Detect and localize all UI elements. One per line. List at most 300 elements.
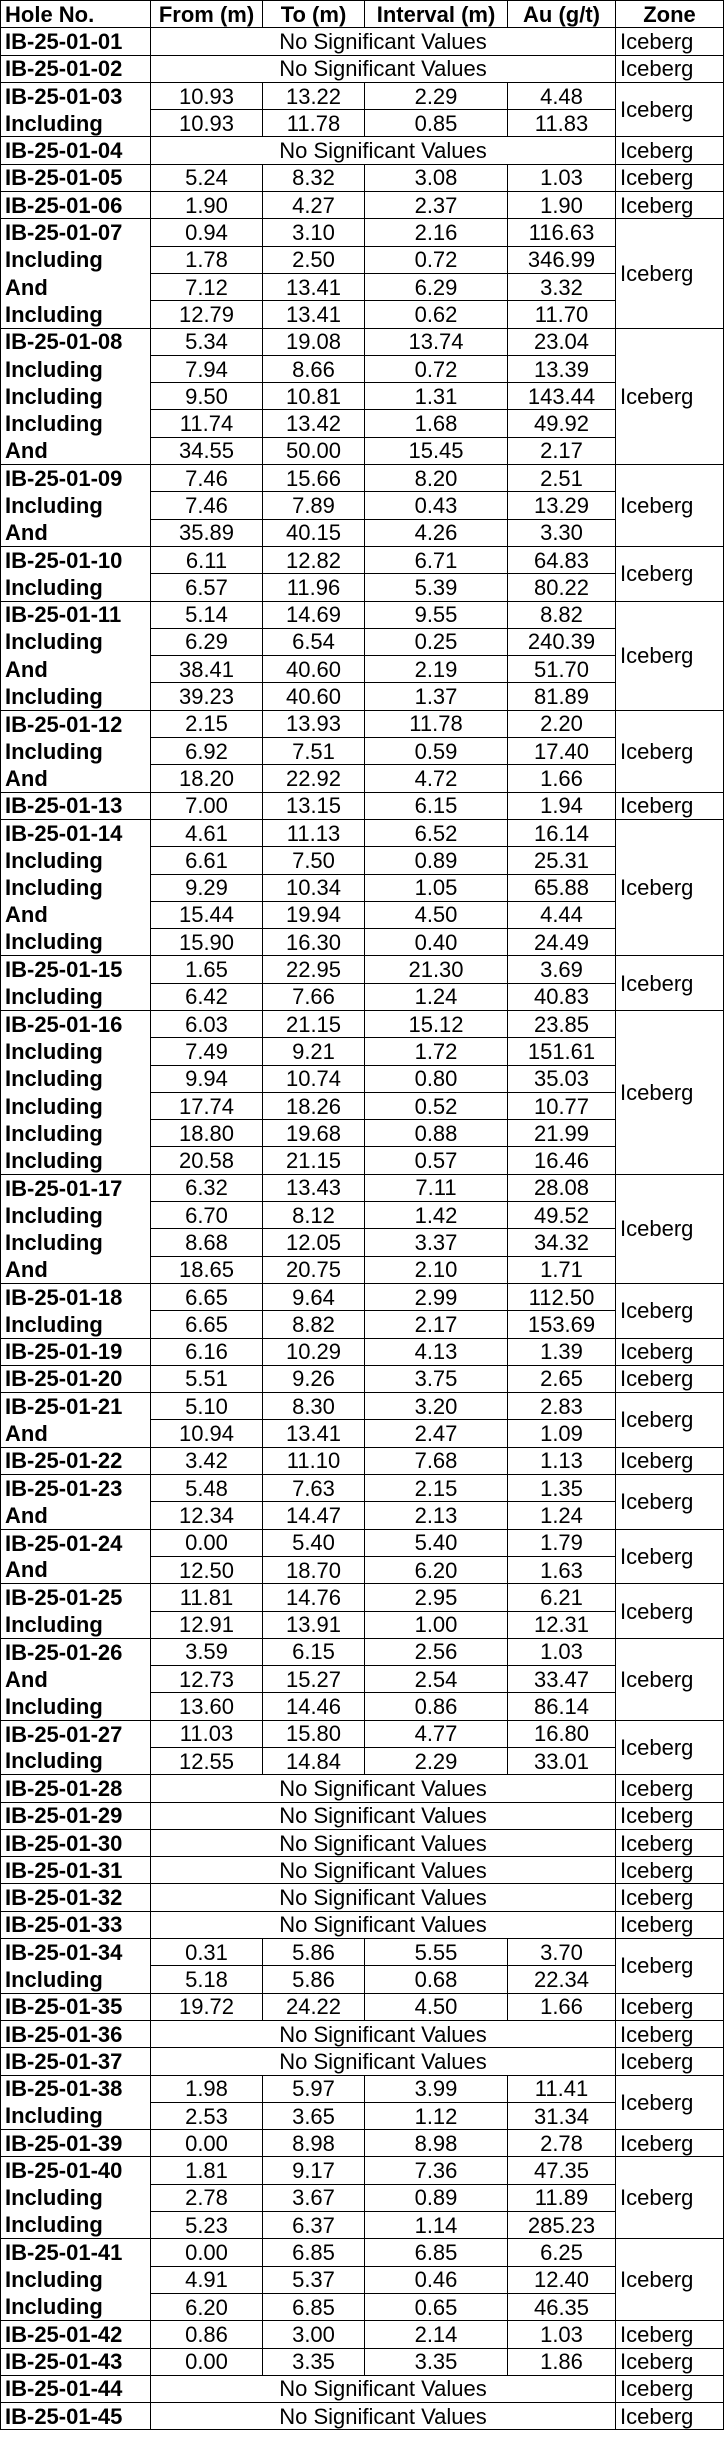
zone-cell: Iceberg — [616, 819, 724, 955]
hole-id-cell: IB-25-01-39 — [1, 2130, 151, 2157]
to-cell: 8.12 — [263, 1202, 365, 1229]
hole-id-cell: IB-25-01-18 — [1, 1283, 151, 1310]
to-cell: 40.15 — [263, 519, 365, 546]
au-cell: 3.30 — [508, 519, 616, 546]
au-cell: 4.48 — [508, 82, 616, 109]
zone-cell: Iceberg — [616, 1857, 724, 1884]
to-cell: 9.26 — [263, 1365, 365, 1392]
au-cell: 33.01 — [508, 1748, 616, 1775]
to-cell: 6.54 — [263, 628, 365, 655]
au-cell: 6.25 — [508, 2239, 616, 2266]
from-cell: 0.94 — [151, 219, 263, 246]
hole-row — [1, 1447, 724, 1474]
from-cell: 10.93 — [151, 110, 263, 137]
hole-id-cell: IB-25-01-23 — [1, 1475, 151, 1502]
zone-cell: Iceberg — [616, 1802, 724, 1829]
zone-cell: Iceberg — [616, 2403, 724, 2430]
hole-row — [1, 137, 724, 164]
zone-cell: Iceberg — [616, 1720, 724, 1775]
hole-id-cell: IB-25-01-22 — [1, 1447, 151, 1474]
hole-id-cell: IB-25-01-41 — [1, 2239, 151, 2266]
no-significant-values-cell: No Significant Values — [151, 2020, 616, 2047]
interval-label-cell: Including — [1, 1311, 151, 1338]
au-cell: 33.47 — [508, 1666, 616, 1693]
from-cell: 7.49 — [151, 1038, 263, 1065]
sub-interval-row — [1, 1065, 724, 1092]
hole-id-cell: IB-25-01-25 — [1, 1584, 151, 1611]
to-cell: 13.41 — [263, 1420, 365, 1447]
from-cell: 5.48 — [151, 1475, 263, 1502]
interval-cell: 1.72 — [365, 1038, 508, 1065]
interval-cell: 0.85 — [365, 110, 508, 137]
from-cell: 0.86 — [151, 2321, 263, 2348]
hole-row — [1, 1939, 724, 1966]
interval-label-cell: Including — [1, 1966, 151, 1993]
interval-label-cell: Including — [1, 1065, 151, 1092]
from-cell: 18.65 — [151, 1256, 263, 1283]
to-cell: 15.80 — [263, 1720, 365, 1747]
interval-label-cell: Including — [1, 874, 151, 901]
to-cell: 16.30 — [263, 929, 365, 956]
hole-row — [1, 2020, 724, 2047]
from-cell: 11.03 — [151, 1720, 263, 1747]
hole-id-cell: IB-25-01-03 — [1, 82, 151, 109]
from-cell: 5.34 — [151, 328, 263, 355]
interval-cell: 4.77 — [365, 1720, 508, 1747]
au-cell: 143.44 — [508, 383, 616, 410]
zone-cell: Iceberg — [616, 465, 724, 547]
to-cell: 21.15 — [263, 1147, 365, 1174]
au-cell: 1.66 — [508, 765, 616, 792]
to-cell: 40.60 — [263, 656, 365, 683]
interval-cell: 0.57 — [365, 1147, 508, 1174]
from-cell: 5.24 — [151, 164, 263, 191]
interval-cell: 7.36 — [365, 2157, 508, 2184]
au-cell: 11.83 — [508, 110, 616, 137]
from-cell: 12.55 — [151, 1748, 263, 1775]
interval-cell: 0.72 — [365, 355, 508, 382]
au-cell: 3.32 — [508, 273, 616, 300]
to-cell: 18.70 — [263, 1556, 365, 1583]
zone-cell: Iceberg — [616, 1911, 724, 1938]
to-cell: 5.86 — [263, 1939, 365, 1966]
hole-row — [1, 1884, 724, 1911]
au-cell: 1.90 — [508, 192, 616, 219]
to-cell: 13.42 — [263, 410, 365, 437]
to-cell: 9.17 — [263, 2157, 365, 2184]
au-cell: 65.88 — [508, 874, 616, 901]
hole-id-cell: IB-25-01-24 — [1, 1529, 151, 1556]
sub-interval-row — [1, 738, 724, 765]
from-cell: 17.74 — [151, 1092, 263, 1119]
hole-id-cell: IB-25-01-19 — [1, 1338, 151, 1365]
from-cell: 0.00 — [151, 2348, 263, 2375]
from-cell: 2.53 — [151, 2102, 263, 2129]
hole-row — [1, 601, 724, 628]
hole-id-cell: IB-25-01-35 — [1, 1993, 151, 2020]
au-cell: 1.09 — [508, 1420, 616, 1447]
to-cell: 3.65 — [263, 2102, 365, 2129]
from-cell: 6.32 — [151, 1174, 263, 1201]
interval-cell: 0.80 — [365, 1065, 508, 1092]
au-cell: 1.03 — [508, 164, 616, 191]
interval-label-cell: Including — [1, 355, 151, 382]
zone-cell: Iceberg — [616, 2020, 724, 2047]
to-cell: 8.32 — [263, 164, 365, 191]
hole-id-cell: IB-25-01-06 — [1, 192, 151, 219]
interval-cell: 6.52 — [365, 819, 508, 846]
from-cell: 1.78 — [151, 246, 263, 273]
sub-interval-row — [1, 983, 724, 1010]
hole-row — [1, 1911, 724, 1938]
table-header — [1, 1, 724, 28]
hole-row — [1, 819, 724, 846]
interval-cell: 5.39 — [365, 574, 508, 601]
interval-cell: 21.30 — [365, 956, 508, 983]
sub-interval-row — [1, 1693, 724, 1720]
interval-cell: 0.52 — [365, 1092, 508, 1119]
au-cell: 11.70 — [508, 301, 616, 328]
to-cell: 13.43 — [263, 1174, 365, 1201]
interval-cell: 0.72 — [365, 246, 508, 273]
from-cell: 11.74 — [151, 410, 263, 437]
hole-row — [1, 219, 724, 246]
interval-label-cell: And — [1, 765, 151, 792]
au-cell: 35.03 — [508, 1065, 616, 1092]
interval-label-cell: Including — [1, 1120, 151, 1147]
from-cell: 7.00 — [151, 792, 263, 819]
au-cell: 13.29 — [508, 492, 616, 519]
from-cell: 34.55 — [151, 437, 263, 464]
zone-cell: Iceberg — [616, 2239, 724, 2321]
interval-cell: 0.62 — [365, 301, 508, 328]
hole-row — [1, 1010, 724, 1037]
to-cell: 3.10 — [263, 219, 365, 246]
to-cell: 8.82 — [263, 1311, 365, 1338]
to-cell: 13.15 — [263, 792, 365, 819]
to-cell: 13.41 — [263, 273, 365, 300]
interval-label-cell: Including — [1, 1202, 151, 1229]
interval-label-cell: And — [1, 656, 151, 683]
interval-cell: 0.86 — [365, 1693, 508, 1720]
zone-cell: Iceberg — [616, 2321, 724, 2348]
hole-id-cell: IB-25-01-09 — [1, 465, 151, 492]
from-cell: 6.03 — [151, 1010, 263, 1037]
sub-interval-row — [1, 874, 724, 901]
zone-cell: Iceberg — [616, 1884, 724, 1911]
from-cell: 4.61 — [151, 819, 263, 846]
to-cell: 11.13 — [263, 819, 365, 846]
au-cell: 1.63 — [508, 1556, 616, 1583]
zone-cell: Iceberg — [616, 2130, 724, 2157]
from-cell: 10.94 — [151, 1420, 263, 1447]
from-cell: 15.44 — [151, 901, 263, 928]
from-cell: 5.23 — [151, 2212, 263, 2239]
au-cell: 23.85 — [508, 1010, 616, 1037]
hole-row — [1, 792, 724, 819]
to-cell: 13.22 — [263, 82, 365, 109]
hole-row — [1, 2157, 724, 2184]
interval-label-cell: Including — [1, 2184, 151, 2211]
au-cell: 4.44 — [508, 901, 616, 928]
au-cell: 16.80 — [508, 1720, 616, 1747]
zone-cell: Iceberg — [616, 1174, 724, 1283]
hole-id-cell: IB-25-01-15 — [1, 956, 151, 983]
interval-label-cell: Including — [1, 1611, 151, 1638]
interval-label-cell: And — [1, 1420, 151, 1447]
interval-cell: 0.89 — [365, 847, 508, 874]
from-cell: 0.31 — [151, 1939, 263, 1966]
au-cell: 1.13 — [508, 1447, 616, 1474]
interval-label-cell: Including — [1, 2212, 151, 2239]
au-cell: 285.23 — [508, 2212, 616, 2239]
hole-row — [1, 28, 724, 55]
hole-id-cell: IB-25-01-13 — [1, 792, 151, 819]
hole-row — [1, 2375, 724, 2402]
au-cell: 153.69 — [508, 1311, 616, 1338]
interval-cell: 1.24 — [365, 983, 508, 1010]
au-cell: 112.50 — [508, 1283, 616, 1310]
to-cell: 6.15 — [263, 1638, 365, 1665]
hole-row — [1, 192, 724, 219]
interval-cell: 2.14 — [365, 2321, 508, 2348]
au-cell: 64.83 — [508, 546, 616, 573]
to-cell: 9.21 — [263, 1038, 365, 1065]
hole-row — [1, 164, 724, 191]
au-cell: 3.69 — [508, 956, 616, 983]
zone-cell: Iceberg — [616, 1529, 724, 1584]
to-cell: 14.76 — [263, 1584, 365, 1611]
zone-cell: Iceberg — [616, 1775, 724, 1802]
interval-cell: 0.25 — [365, 628, 508, 655]
header-zone: Zone — [616, 1, 724, 28]
to-cell: 11.78 — [263, 110, 365, 137]
hole-id-cell: IB-25-01-44 — [1, 2375, 151, 2402]
zone-cell: Iceberg — [616, 1447, 724, 1474]
au-cell: 2.20 — [508, 710, 616, 737]
au-cell: 46.35 — [508, 2293, 616, 2320]
hole-id-cell: IB-25-01-37 — [1, 2048, 151, 2075]
interval-cell: 2.17 — [365, 1311, 508, 1338]
to-cell: 7.51 — [263, 738, 365, 765]
au-cell: 1.24 — [508, 1502, 616, 1529]
header-au: Au (g/t) — [508, 1, 616, 28]
interval-cell: 3.20 — [365, 1393, 508, 1420]
sub-interval-row — [1, 437, 724, 464]
to-cell: 8.30 — [263, 1393, 365, 1420]
au-cell: 346.99 — [508, 246, 616, 273]
au-cell: 81.89 — [508, 683, 616, 710]
interval-label-cell: And — [1, 1556, 151, 1583]
sub-interval-row — [1, 110, 724, 137]
from-cell: 7.12 — [151, 273, 263, 300]
to-cell: 6.85 — [263, 2293, 365, 2320]
from-cell: 6.42 — [151, 983, 263, 1010]
hole-row — [1, 1829, 724, 1856]
zone-cell: Iceberg — [616, 2348, 724, 2375]
from-cell: 1.98 — [151, 2075, 263, 2102]
to-cell: 19.94 — [263, 901, 365, 928]
interval-cell: 6.85 — [365, 2239, 508, 2266]
interval-cell: 8.20 — [365, 465, 508, 492]
hole-id-cell: IB-25-01-28 — [1, 1775, 151, 1802]
to-cell: 2.50 — [263, 246, 365, 273]
interval-cell: 2.56 — [365, 1638, 508, 1665]
from-cell: 6.29 — [151, 628, 263, 655]
au-cell: 240.39 — [508, 628, 616, 655]
to-cell: 14.84 — [263, 1748, 365, 1775]
to-cell: 12.05 — [263, 1229, 365, 1256]
hole-id-cell: IB-25-01-36 — [1, 2020, 151, 2047]
to-cell: 4.27 — [263, 192, 365, 219]
from-cell: 18.20 — [151, 765, 263, 792]
interval-cell: 1.37 — [365, 683, 508, 710]
interval-cell: 1.00 — [365, 1611, 508, 1638]
interval-label-cell: Including — [1, 738, 151, 765]
au-cell: 1.03 — [508, 1638, 616, 1665]
hole-row — [1, 2239, 724, 2266]
from-cell: 5.51 — [151, 1365, 263, 1392]
sub-interval-row — [1, 656, 724, 683]
from-cell: 15.90 — [151, 929, 263, 956]
zone-cell: Iceberg — [616, 1475, 724, 1530]
hole-id-cell: IB-25-01-38 — [1, 2075, 151, 2102]
no-significant-values-cell: No Significant Values — [151, 1802, 616, 1829]
interval-cell: 0.88 — [365, 1120, 508, 1147]
au-cell: 51.70 — [508, 656, 616, 683]
interval-cell: 4.72 — [365, 765, 508, 792]
interval-label-cell: Including — [1, 1147, 151, 1174]
sub-interval-row — [1, 1748, 724, 1775]
zone-cell: Iceberg — [616, 328, 724, 464]
au-cell: 23.04 — [508, 328, 616, 355]
interval-cell: 6.29 — [365, 273, 508, 300]
sub-interval-row — [1, 1556, 724, 1583]
to-cell: 13.93 — [263, 710, 365, 737]
interval-cell: 9.55 — [365, 601, 508, 628]
interval-cell: 4.50 — [365, 1993, 508, 2020]
sub-interval-row — [1, 1611, 724, 1638]
sub-interval-row — [1, 519, 724, 546]
interval-cell: 1.42 — [365, 1202, 508, 1229]
sub-interval-row — [1, 2212, 724, 2239]
from-cell: 6.57 — [151, 574, 263, 601]
hole-row — [1, 1993, 724, 2020]
hole-row — [1, 1174, 724, 1201]
zone-cell: Iceberg — [616, 2375, 724, 2402]
sub-interval-row — [1, 2184, 724, 2211]
table-body — [1, 28, 724, 2430]
interval-label-cell: Including — [1, 1693, 151, 1720]
interval-label-cell: Including — [1, 1038, 151, 1065]
hole-id-cell: IB-25-01-26 — [1, 1638, 151, 1665]
interval-cell: 6.20 — [365, 1556, 508, 1583]
interval-cell: 2.15 — [365, 1475, 508, 1502]
from-cell: 19.72 — [151, 1993, 263, 2020]
zone-cell: Iceberg — [616, 1010, 724, 1174]
interval-label-cell: Including — [1, 2266, 151, 2293]
interval-label-cell: Including — [1, 847, 151, 874]
no-significant-values-cell: No Significant Values — [151, 137, 616, 164]
to-cell: 22.92 — [263, 765, 365, 792]
interval-cell: 2.54 — [365, 1666, 508, 1693]
hole-row — [1, 2130, 724, 2157]
from-cell: 5.14 — [151, 601, 263, 628]
interval-cell: 4.50 — [365, 901, 508, 928]
to-cell: 7.63 — [263, 1475, 365, 1502]
to-cell: 10.34 — [263, 874, 365, 901]
hole-id-cell: IB-25-01-04 — [1, 137, 151, 164]
au-cell: 2.51 — [508, 465, 616, 492]
interval-cell: 3.37 — [365, 1229, 508, 1256]
to-cell: 10.74 — [263, 1065, 365, 1092]
zone-cell: Iceberg — [616, 2075, 724, 2130]
no-significant-values-cell: No Significant Values — [151, 1884, 616, 1911]
interval-label-cell: And — [1, 1256, 151, 1283]
zone-cell: Iceberg — [616, 710, 724, 792]
zone-cell: Iceberg — [616, 1283, 724, 1338]
interval-cell: 1.12 — [365, 2102, 508, 2129]
no-significant-values-cell: No Significant Values — [151, 1829, 616, 1856]
hole-row — [1, 2048, 724, 2075]
to-cell: 14.47 — [263, 1502, 365, 1529]
interval-cell: 3.99 — [365, 2075, 508, 2102]
to-cell: 14.69 — [263, 601, 365, 628]
to-cell: 5.40 — [263, 1529, 365, 1556]
au-cell: 10.77 — [508, 1092, 616, 1119]
no-significant-values-cell: No Significant Values — [151, 2375, 616, 2402]
au-cell: 1.66 — [508, 1993, 616, 2020]
interval-cell: 3.08 — [365, 164, 508, 191]
to-cell: 7.50 — [263, 847, 365, 874]
au-cell: 16.14 — [508, 819, 616, 846]
hole-id-cell: IB-25-01-11 — [1, 601, 151, 628]
hole-id-cell: IB-25-01-12 — [1, 710, 151, 737]
au-cell: 1.86 — [508, 2348, 616, 2375]
sub-interval-row — [1, 628, 724, 655]
hole-row — [1, 956, 724, 983]
interval-label-cell: Including — [1, 410, 151, 437]
zone-cell: Iceberg — [616, 55, 724, 82]
interval-cell: 2.47 — [365, 1420, 508, 1447]
to-cell: 11.96 — [263, 574, 365, 601]
au-cell: 31.34 — [508, 2102, 616, 2129]
hole-id-cell: IB-25-01-30 — [1, 1829, 151, 1856]
interval-cell: 4.13 — [365, 1338, 508, 1365]
hole-id-cell: IB-25-01-33 — [1, 1911, 151, 1938]
to-cell: 15.66 — [263, 465, 365, 492]
zone-cell: Iceberg — [616, 1365, 724, 1392]
no-significant-values-cell: No Significant Values — [151, 1911, 616, 1938]
hole-row — [1, 1393, 724, 1420]
to-cell: 22.95 — [263, 956, 365, 983]
hole-row — [1, 1584, 724, 1611]
sub-interval-row — [1, 574, 724, 601]
to-cell: 18.26 — [263, 1092, 365, 1119]
hole-row — [1, 1720, 724, 1747]
interval-cell: 0.46 — [365, 2266, 508, 2293]
hole-row — [1, 1857, 724, 1884]
interval-cell: 11.78 — [365, 710, 508, 737]
sub-interval-row — [1, 765, 724, 792]
interval-label-cell: And — [1, 901, 151, 928]
interval-cell: 13.74 — [365, 328, 508, 355]
to-cell: 5.86 — [263, 1966, 365, 1993]
au-cell: 49.92 — [508, 410, 616, 437]
interval-label-cell: Including — [1, 1748, 151, 1775]
interval-label-cell: Including — [1, 574, 151, 601]
from-cell: 0.00 — [151, 1529, 263, 1556]
